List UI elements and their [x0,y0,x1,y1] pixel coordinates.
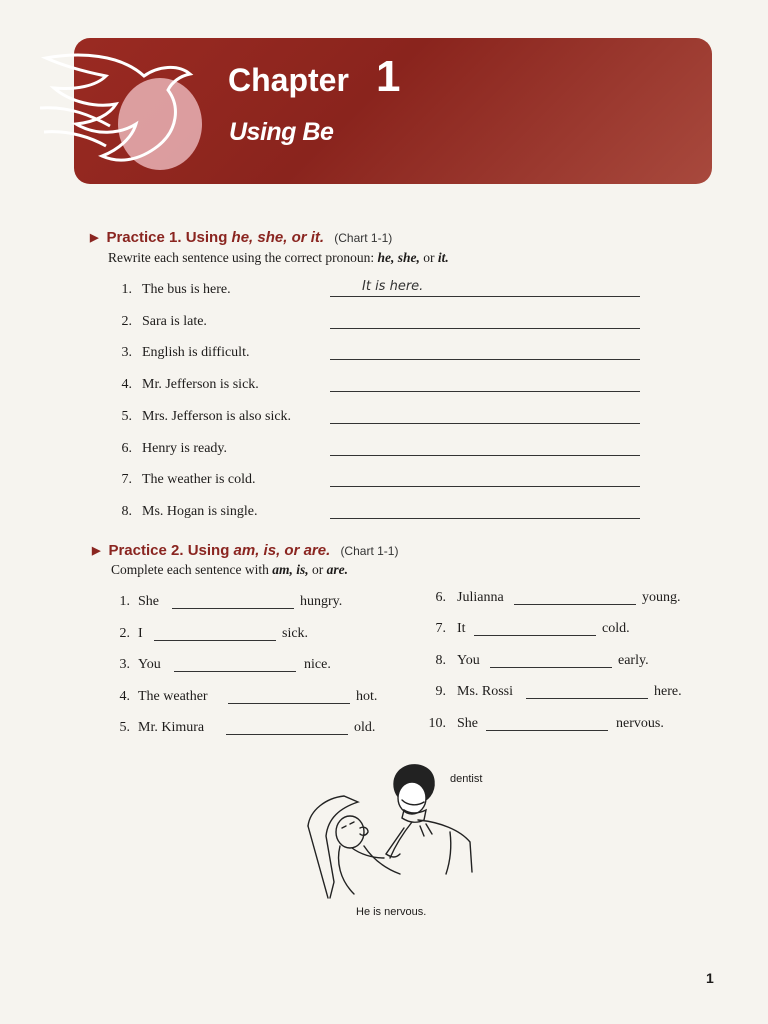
item-number: 4. [119,689,130,704]
item-subject: The weather [138,689,208,704]
illustration-caption: He is nervous. [356,906,427,918]
chapter-label: Chapter [228,62,349,98]
item-number: 5. [119,720,130,735]
blank-line[interactable] [514,604,636,605]
item-number: 8. [435,653,446,668]
item-subject: She [138,594,159,609]
practice1-topic-prefix: Using [185,229,228,246]
practice1-or: or [423,250,435,265]
blank-line[interactable] [172,608,294,609]
item-complement: hot. [356,689,378,704]
practice1-item [114,377,644,399]
word-is: is, [296,562,309,577]
item-complement: old. [354,720,376,735]
practice2-item [426,590,696,610]
item-complement: hungry. [300,594,343,609]
practice1-item [114,314,644,336]
page-number: 1 [706,970,714,986]
practice1-item [114,472,644,494]
practice1-heading [90,229,392,246]
practice2-topic-prefix: Using [187,542,230,559]
practice1-item [114,504,644,526]
dentist-label: dentist [450,773,483,785]
practice2-item [110,720,390,740]
item-sentence: Ms. Hogan is single. [142,504,258,519]
item-sentence: Sara is late. [142,314,207,329]
item-subject: It [457,621,466,636]
item-complement: nice. [304,657,331,672]
item-sentence: English is difficult. [142,345,250,360]
practice2-chart-ref: (Chart 1-1) [340,544,399,558]
practice2-heading [92,542,398,559]
chapter-number: 1 [376,52,401,101]
word-am: am, [272,562,293,577]
answer-line[interactable] [330,486,640,487]
blank-line[interactable] [228,703,350,704]
item-subject: Ms. Rossi [457,684,514,699]
item-number: 5. [121,409,132,424]
item-complement: here. [654,684,682,699]
item-subject: You [457,653,480,668]
item-complement: early. [618,653,649,668]
answer-line[interactable] [330,423,640,424]
item-number: 3. [119,657,130,672]
answer-line[interactable] [330,359,640,360]
blank-line[interactable] [226,734,348,735]
practice1-chart-ref: (Chart 1-1) [334,231,393,245]
item-subject: Julianna [457,590,504,605]
practice1-instruction-text: Rewrite each sentence using the correct pronoun: [108,250,375,265]
pronoun-she: she, [397,250,420,265]
answer-line[interactable] [330,296,640,297]
practice2-title: Practice 2. [108,542,184,559]
item-sentence: Mr. Jefferson is sick. [142,377,259,392]
blank-line[interactable] [154,640,276,641]
pronoun-it: it. [437,250,449,265]
item-sentence: The bus is here. [142,282,231,297]
item-number: 2. [119,626,130,641]
item-number: 1. [119,594,130,609]
practice2-or: or [311,562,324,577]
answer-line[interactable] [330,328,640,329]
item-subject: I [138,626,143,641]
item-number: 3. [121,345,132,360]
practice1-title: Practice 1. [106,229,182,246]
item-number: 4. [121,377,132,392]
blank-line[interactable] [490,667,612,668]
practice1-instruction [108,250,449,266]
item-number: 7. [435,621,446,636]
practice2-item [426,621,696,641]
item-number: 8. [121,504,132,519]
item-number: 10. [428,716,446,731]
answer-line[interactable] [330,518,640,519]
item-subject: You [138,657,161,672]
item-complement: nervous. [616,716,664,731]
practice1-item [114,279,644,304]
answer-line[interactable] [330,455,640,456]
practice2-item [110,689,390,709]
practice2-item [426,684,696,704]
item-sentence: Mrs. Jefferson is also sick. [142,409,292,424]
blank-line[interactable] [486,730,608,731]
item-number: 9. [435,684,446,699]
blank-line[interactable] [526,698,648,699]
practice-arrow-icon: ▶ [90,232,99,244]
practice-arrow-icon: ▶ [92,545,101,557]
practice1-item [114,409,644,431]
practice2-item [110,626,370,646]
item-subject: She [457,716,478,731]
chapter-title: Using Be [229,118,334,146]
swallow-logo-icon [40,46,220,178]
practice2-item [110,594,370,614]
practice2-item [426,716,696,736]
item-answer[interactable]: It is here. [362,279,424,294]
practice2-item [426,653,696,673]
practice2-instruction-text: Complete each sentence with [111,562,269,577]
item-subject: Mr. Kimura [138,720,205,735]
blank-line[interactable] [174,671,296,672]
item-sentence: Henry is ready. [142,441,228,456]
pronoun-he: he, [377,250,395,265]
practice2-item [110,657,370,677]
item-number: 7. [121,472,132,487]
item-complement: young. [642,590,681,605]
word-are: are. [326,562,348,577]
item-number: 2. [121,314,132,329]
item-number: 6. [435,590,446,605]
item-complement: sick. [282,626,309,641]
practice1-item [114,441,644,463]
blank-line[interactable] [474,635,596,636]
practice1-item [114,345,644,367]
practice1-topic-words: he, she, or it. [231,229,325,246]
practice2-topic-words: am, is, or are. [233,542,331,559]
answer-line[interactable] [330,391,640,392]
item-complement: cold. [602,621,630,636]
item-sentence: The weather is cold. [142,472,256,487]
item-number: 1. [121,282,132,297]
practice2-instruction [111,562,348,578]
item-number: 6. [121,441,132,456]
